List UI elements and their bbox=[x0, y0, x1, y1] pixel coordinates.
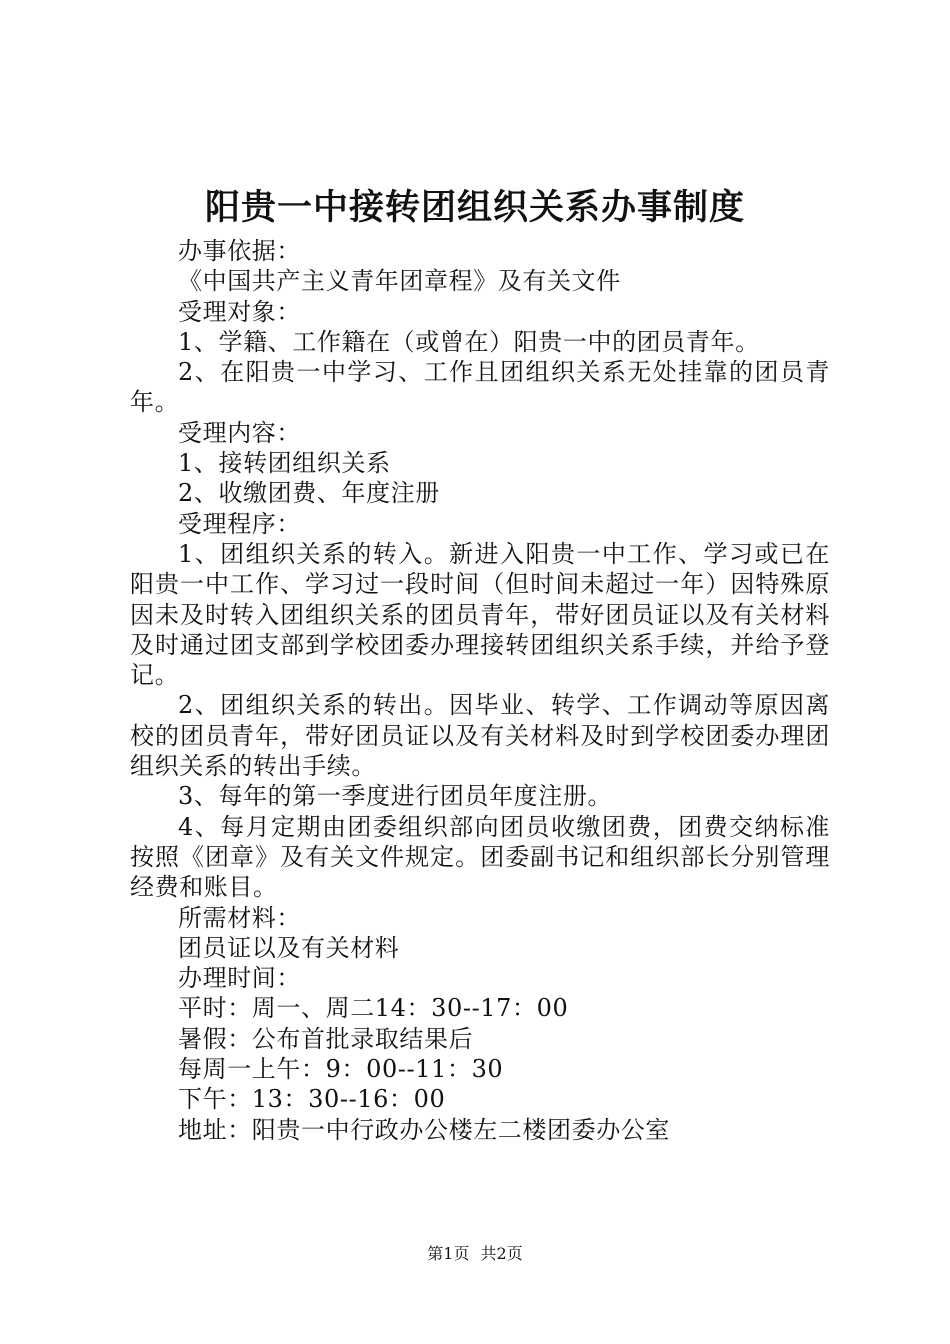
procedure-item-2: 2、团组织关系的转出。因毕业、转学、工作调动等原因离校的团员青年，带好团员证以及有关材料及时到学校团委办理团组织关系的转出手续。 bbox=[130, 691, 830, 781]
hours-summer: 暑假：公布首批录取结果后 bbox=[178, 1024, 474, 1053]
section-heading-basis: 办事依据： bbox=[178, 237, 301, 265]
recipient-item-1: 1、学籍、工作籍在（或曾在）阳贵一中的团员青年。 bbox=[178, 327, 760, 356]
page-number-total: 共2页 bbox=[480, 1244, 523, 1263]
section-heading-content: 受理内容： bbox=[178, 418, 301, 447]
procedure-item-3: 3、每年的第一季度进行团员年度注册。 bbox=[178, 782, 613, 811]
document-title: 阳贵一中接转团组织关系办事制度 bbox=[204, 187, 745, 228]
hours-monday-morning: 每周一上午：9：00--11：30 bbox=[178, 1055, 504, 1084]
procedure-item-4: 4、每月定期由团委组织部向团员收缴团费，团费交纳标准按照《团章》及有关文件规定。团委副书记和组织部长分别管理经费和账目。 bbox=[130, 812, 830, 902]
content-item-1: 1、接转团组织关系 bbox=[178, 449, 391, 478]
basis-text: 《中国共产主义青年团章程》及有关文件 bbox=[178, 267, 621, 296]
document-body bbox=[130, 236, 830, 1145]
materials-text: 团员证以及有关材料 bbox=[178, 933, 400, 962]
section-heading-procedure: 受理程序： bbox=[178, 509, 301, 538]
section-heading-materials: 所需材料： bbox=[178, 903, 301, 932]
address-text: 地址：阳贵一中行政办公楼左二楼团委办公室 bbox=[178, 1115, 670, 1144]
hours-regular: 平时：周一、周二14：30--17：00 bbox=[178, 994, 569, 1023]
procedure-item-1: 1、团组织关系的转入。新进入阳贵一中工作、学习或已在阳贵一中工作、学习过一段时间（但时间未超过一年）因特殊原因未及时转入团组织关系的团员青年，带好团员证以及有关材料及时通过团支部到学校团委办理接转团组织关系手续，并给予登记。 bbox=[130, 539, 830, 690]
recipient-item-2: 2、在阳贵一中学习、工作且团组织关系无处挂靠的团员青年。 bbox=[130, 358, 830, 417]
page-number-current: 第1页 bbox=[427, 1244, 470, 1263]
section-heading-hours: 办理时间： bbox=[178, 964, 301, 993]
section-heading-recipients: 受理对象： bbox=[178, 297, 301, 326]
content-item-2: 2、收缴团费、年度注册 bbox=[178, 479, 440, 508]
page-footer bbox=[0, 1242, 950, 1266]
hours-afternoon: 下午：13：30--16：00 bbox=[178, 1085, 446, 1114]
